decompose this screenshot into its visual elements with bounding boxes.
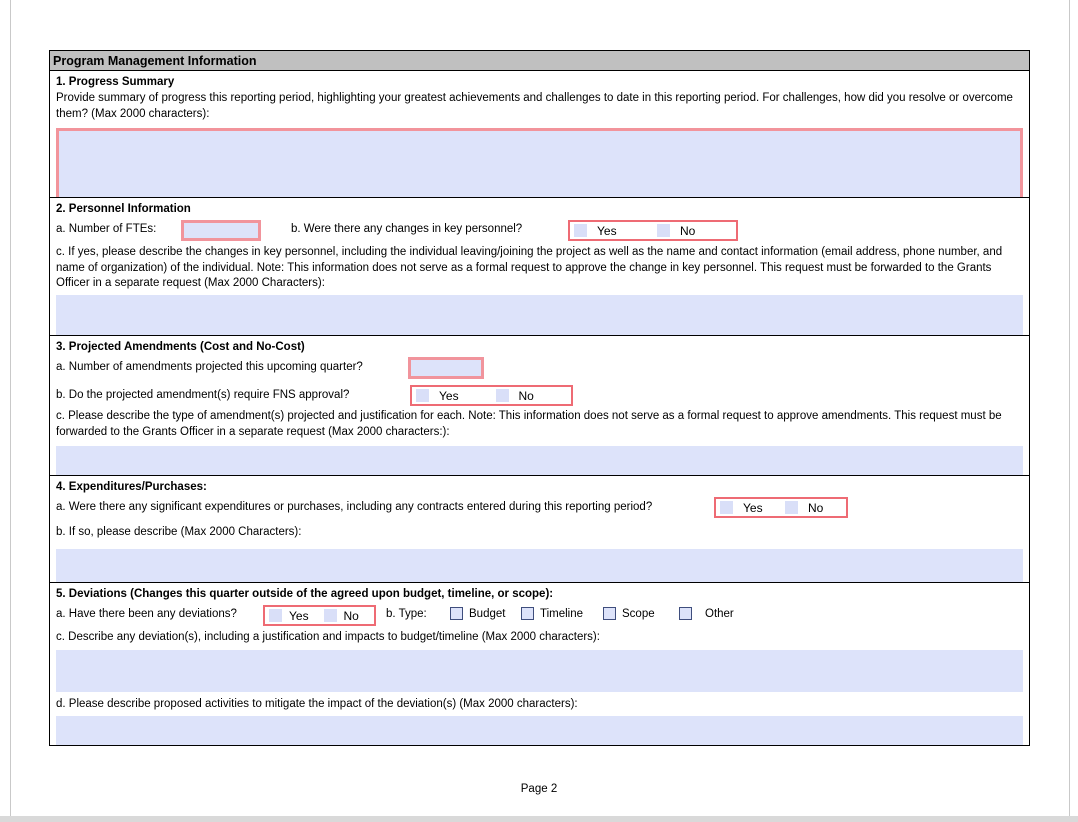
key-personnel-no-label: No [680,223,696,238]
amendments-describe-label: c. Please describe the type of amendment(s) projected and justification for each. Note: This information does not serve as a formal request to approve amendments. This request must be forwarded to the Grants Officer in a separate request (Max 2000 characters:): [56,410,1002,438]
amendments-count-input[interactable] [408,357,484,379]
expenditures-no-label: No [808,500,824,515]
deviations-no-option[interactable] [320,607,375,624]
expenditures-yes-checkbox[interactable] [720,501,733,514]
page-right-edge [1069,0,1070,822]
section-progress-summary [50,71,1029,198]
key-personnel-yes-option[interactable] [570,222,653,239]
key-personnel-yes-label: Yes [597,223,617,238]
deviations-yes-option[interactable] [265,607,320,624]
ftes-input[interactable] [181,220,261,241]
deviation-type-scope-checkbox[interactable] [603,607,616,620]
section-1-title: 1. Progress Summary [56,76,175,88]
deviation-describe-label: c. Describe any deviation(s), including a justification and impacts to budget/timeline (Max 2000 characters): [56,631,600,643]
deviation-describe-textarea[interactable] [56,650,1023,692]
expenditures-no-option[interactable] [781,499,846,516]
form-header-title: Program Management Information [50,51,1029,71]
deviations-yes-checkbox[interactable] [269,609,282,622]
expenditures-yesno-group [714,497,848,518]
key-personnel-yes-checkbox[interactable] [574,224,587,237]
program-management-form [49,50,1030,746]
expenditures-describe-label: b. If so, please describe (Max 2000 Characters): [56,526,302,538]
deviation-type-label: b. Type: [386,608,427,620]
section-expenditures-purchases [50,476,1029,583]
expenditures-yes-label: Yes [743,500,763,515]
fns-approval-no-label: No [518,388,534,403]
key-personnel-describe-label: c. If yes, please describe the changes in key personnel, including the individual leaving/joining the project as well as the name and contact information (email address, phone number, and name of organization) of the individual. Note: This information does not serve as a formal request to approve the change in key personnel. This request must be forwarded to the Grants Officer in a separate request (Max 2000 Characters): [56,246,1003,289]
deviation-type-other-checkbox[interactable] [679,607,692,620]
section-projected-amendments [50,336,1029,476]
amendments-describe-textarea[interactable] [56,446,1023,476]
deviations-yes-label: Yes [289,608,309,623]
deviation-mitigate-textarea[interactable] [56,716,1023,745]
deviation-mitigate-label: d. Please describe proposed activities to mitigate the impact of the deviation(s) (Max 2000 characters): [56,697,578,710]
expenditures-yes-option[interactable] [716,499,781,516]
key-personnel-yesno-group [568,220,738,241]
progress-summary-textarea[interactable] [56,128,1023,198]
deviation-type-budget-checkbox[interactable] [450,607,463,620]
fns-approval-question-label: b. Do the projected amendment(s) require FNS approval? [56,389,350,401]
page-bottom-edge [0,816,1078,822]
deviation-type-timeline-checkbox[interactable] [521,607,534,620]
deviation-type-budget-label: Budget [469,608,506,620]
fns-approval-no-option[interactable] [492,387,572,404]
deviations-no-checkbox[interactable] [324,609,337,622]
deviations-yesno-group [263,605,376,626]
page-number: Page 2 [520,783,558,795]
deviations-question-label: a. Have there been any deviations? [56,608,237,620]
key-personnel-no-checkbox[interactable] [657,224,670,237]
key-personnel-no-option[interactable] [653,222,736,239]
page-left-edge [10,0,11,822]
key-personnel-describe-textarea[interactable] [56,295,1023,337]
section-2-title: 2. Personnel Information [56,203,191,215]
expenditures-question-label: a. Were there any significant expenditures or purchases, including any contracts entered during this reporting period? [56,501,653,513]
section-deviations [50,583,1029,745]
expenditures-describe-textarea[interactable] [56,549,1023,584]
ftes-label: a. Number of FTEs: [56,223,157,235]
expenditures-no-checkbox[interactable] [785,501,798,514]
fns-approval-yes-checkbox[interactable] [416,389,429,402]
deviations-no-label: No [343,608,359,623]
deviation-type-scope-label: Scope [622,608,655,620]
deviation-type-timeline-label: Timeline [540,608,584,620]
key-personnel-question-label: b. Were there any changes in key personnel? [291,223,523,235]
section-personnel-information [50,198,1029,336]
amendments-count-label: a. Number of amendments projected this upcoming quarter? [56,361,363,373]
fns-approval-no-checkbox[interactable] [496,389,509,402]
fns-approval-yes-label: Yes [439,388,459,403]
deviation-type-other-label: Other [705,608,734,620]
fns-approval-yesno-group [410,385,573,406]
section-3-title: 3. Projected Amendments (Cost and No-Cost) [56,341,305,353]
fns-approval-yes-option[interactable] [412,387,492,404]
section-4-title: 4. Expenditures/Purchases: [56,481,207,493]
section-5-title: 5. Deviations (Changes this quarter outside of the agreed upon budget, timeline, or scope): [56,588,554,600]
section-1-description: Provide summary of progress this reporting period, highlighting your greatest achievements and challenges to date in this reporting period. For challenges, how did you resolve or overcome them? (Max 2000 characters): [56,92,1013,120]
